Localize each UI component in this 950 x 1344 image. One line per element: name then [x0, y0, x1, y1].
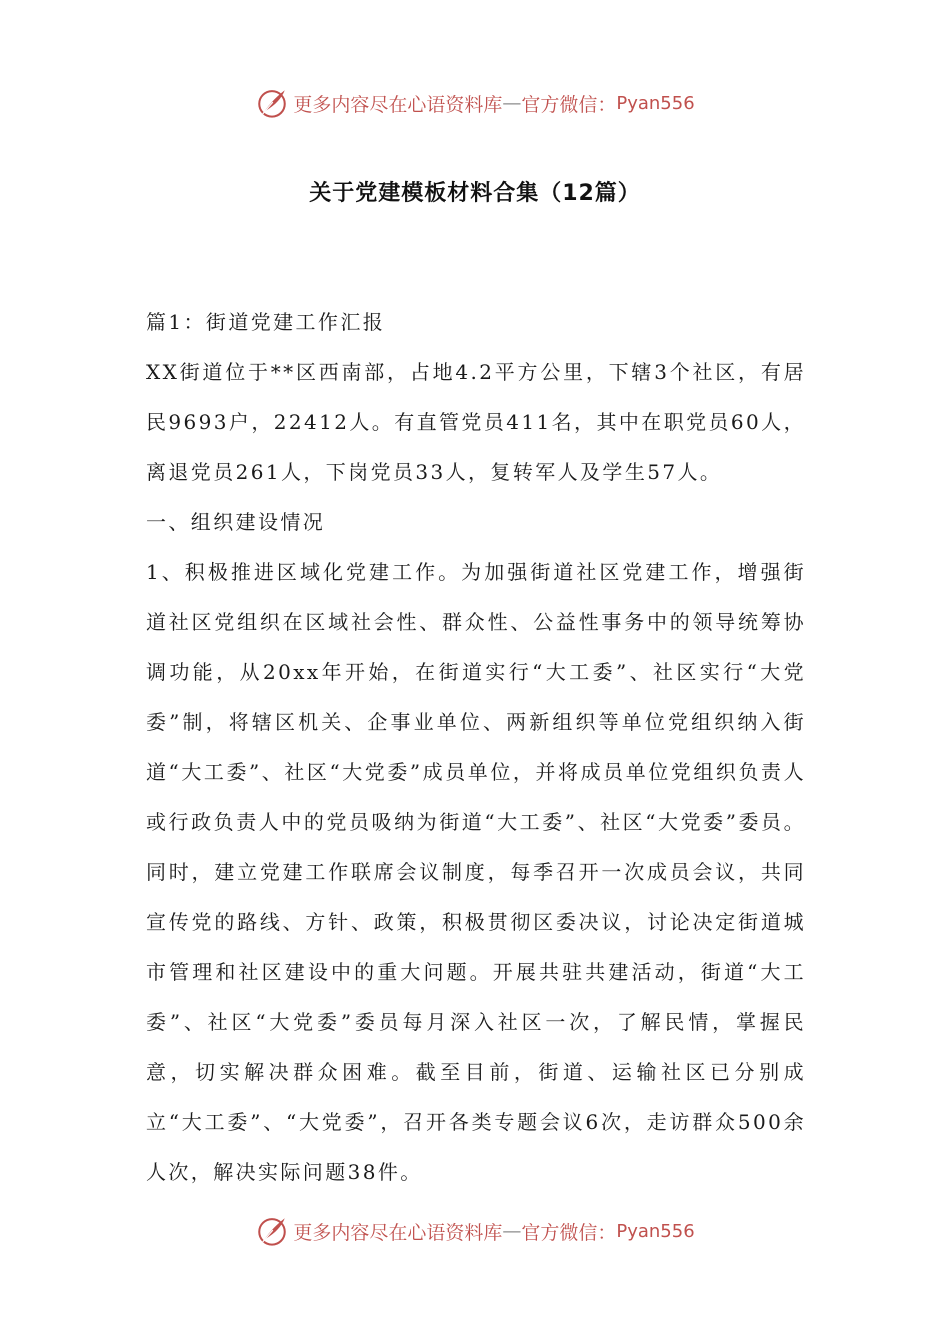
document-body — [146, 297, 806, 1197]
watermark-wechat-id: Pyan556 — [616, 92, 695, 114]
watermark-contact-label: 官方微信： — [521, 93, 617, 116]
footer-watermark — [0, 1209, 950, 1253]
watermark-text: 更多内容尽在心语资料库 — [293, 93, 503, 116]
watermark-separator: — — [502, 92, 522, 114]
body-paragraph: XX街道位于**区西南部，占地4.2平方公里，下辖3个社区，有居民9693户，22412人。有直管党员411名，其中在职党员60人，离退党员261人，下岗党员33人，复转军人及学生57人。 — [146, 360, 806, 484]
subsection-heading: 一、组织建设情况 — [146, 510, 326, 534]
body-paragraph: 1、积极推进区域化党建工作。为加强街道社区党建工作，增强街道社区党组织在区域社会性、群众性、公益性事务中的领导统筹协调功能，从20xx年开始，在街道实行“大工委”、社区实行“大党委”制，将辖区机关、企事业单位、两新组织等单位党组织纳入街道“大工委”、社区“大党委”成员单位，并将成员单位党组织负责人或行政负责人中的党员吸纳为街道“大工委”、社区“大党委”委员。同时，建立党建工作联席会议制度，每季召开一次成员会议，共同宣传党的路线、方针、政策，积极贯彻区委决议，讨论决定街道城市管理和社区建设中的重大问题。开展共驻共建活动，街道“大工委”、社区“大党委”委员每月深入社区一次，了解民情，掌握民意，切实解决群众困难。截至目前，街道、运输社区已分别成立“大工委”、“大党委”，召开各类专题会议6次，走访群众500余人次，解决实际问题38件。 — [146, 560, 806, 1184]
document-title: 关于党建模板材料合集（12篇） — [309, 181, 641, 206]
watermark-separator: — — [502, 1220, 522, 1242]
header-watermark — [0, 81, 950, 125]
watermark-text: 更多内容尽在心语资料库 — [293, 1221, 503, 1244]
watermark-wechat-id: Pyan556 — [616, 1220, 695, 1242]
quill-logo-icon — [255, 1214, 289, 1248]
watermark-contact-label: 官方微信： — [521, 1221, 617, 1244]
section-heading: 篇1：街道党建工作汇报 — [146, 310, 386, 334]
quill-logo-icon — [255, 86, 289, 120]
